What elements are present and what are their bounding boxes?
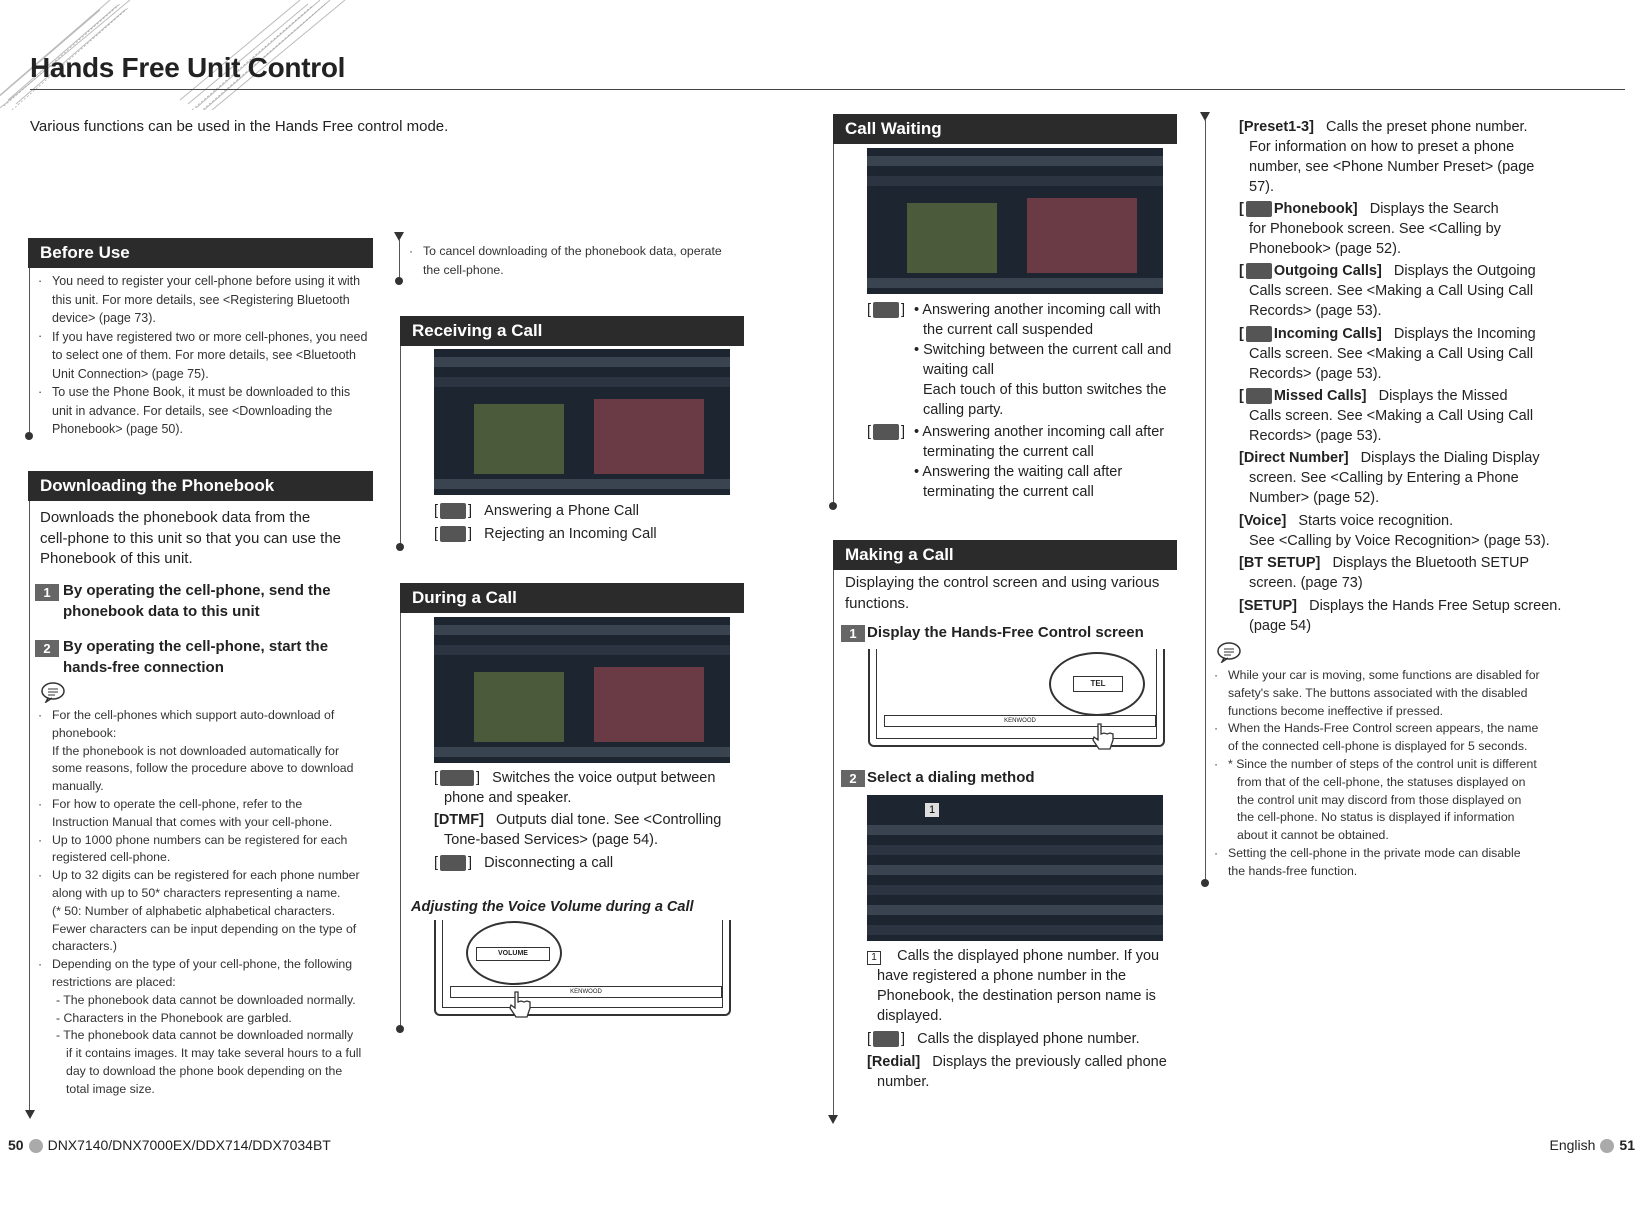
end-answer-row[interactable]: [ ] — [867, 424, 906, 440]
note-icon — [40, 681, 66, 703]
section-bar — [400, 613, 401, 1028]
reject-button-icon — [440, 526, 466, 542]
making-step-2: Select a dialing method — [867, 769, 1035, 786]
redial-row[interactable]: [Redial] Displays the previously called phone number. — [867, 1054, 1167, 1090]
hold-answer-row[interactable]: [ ] — [867, 302, 906, 318]
missed-calls-row[interactable]: [ Missed Calls] Displays the Missed Calls screen. See <Making a Call Using Call Records> (page 53). — [1239, 388, 1534, 444]
section-end-dot — [829, 502, 837, 510]
section-bar — [29, 501, 30, 1111]
section-bar — [1205, 120, 1206, 882]
call-button-row[interactable]: [ ] Calls the displayed phone number. — [867, 1031, 1140, 1047]
before-use-list: · You need to register your cell-phone before using it with this unit. For more details, see <Registering Bluetooth device> (page 73). · If you have registered two or more cell-phones, you need to select one of them. For more details, see <Bluetooth Unit Connection> (page 75). · To use the Phone Book, it must be downloaded to this unit in advance. For details, see <Downloading the Phonebook> (page 50). — [38, 274, 368, 436]
making-step-1: Display the Hands-Free Control screen — [867, 624, 1144, 641]
dialing-screenshot — [867, 795, 1163, 941]
continue-arrow — [25, 1110, 35, 1119]
cancel-note: · To cancel downloading of the phonebook data, operate the cell-phone. — [409, 244, 722, 277]
zoom-circle — [466, 921, 562, 985]
hand-pointer-icon — [1090, 722, 1116, 752]
incoming-calls-row[interactable]: [ Incoming Calls] Displays the Incoming Calls screen. See <Making a Call Using Call Records> (page 53). — [1239, 326, 1536, 382]
step-number: 2 — [841, 770, 865, 787]
incoming-calls-icon — [1246, 326, 1272, 342]
section-end-dot — [396, 1025, 404, 1033]
section-end-dot — [1201, 879, 1209, 887]
page-title: Hands Free Unit Control — [30, 52, 346, 83]
outgoing-calls-icon — [1246, 263, 1272, 279]
title-rule — [30, 89, 1625, 90]
making-desc: Displaying the control screen and using various functions. — [845, 574, 1160, 612]
call-waiting-heading: Call Waiting — [833, 114, 1177, 144]
call-waiting-screenshot — [867, 148, 1163, 294]
section-bar — [399, 240, 400, 280]
answer-button-icon — [440, 503, 466, 519]
hand-pointer-icon — [507, 990, 533, 1020]
section-bar — [400, 346, 401, 546]
preset-row[interactable]: [Preset1-3] Calls the preset phone number. For information on how to preset a phone number, see <Phone Number Preset> (page 57). — [1239, 119, 1535, 195]
download-step-1: By operating the cell-phone, send the phonebook data to this unit — [63, 582, 331, 620]
setup-row[interactable]: [SETUP] Displays the Hands Free Setup screen. (page 54) — [1239, 598, 1562, 634]
marker-1: 1 — [925, 803, 939, 817]
speaker-button-icon — [440, 770, 474, 786]
section-bar — [29, 268, 30, 436]
voice-row[interactable]: [Voice] Starts voice recognition. See <Calling by Voice Recognition> (page 53). — [1239, 513, 1550, 549]
note-icon — [1216, 641, 1242, 663]
adjust-volume-heading: Adjusting the Voice Volume during a Call — [411, 899, 694, 915]
footer-dot — [1600, 1139, 1614, 1153]
making-call-heading: Making a Call — [833, 540, 1177, 570]
volume-button[interactable]: VOLUME — [476, 947, 550, 961]
hold-answer-desc: • Answering another incoming call with the current call suspended • Switching between the current call and waiting call Each touch of this button switches the calling party. — [914, 302, 1172, 418]
footer-dot — [29, 1139, 43, 1153]
language-label: English — [1549, 1137, 1596, 1153]
hold-button-icon — [873, 302, 899, 318]
step-number: 2 — [35, 640, 59, 657]
bt-setup-row[interactable]: [BT SETUP] Displays the Bluetooth SETUP screen. (page 73) — [1239, 555, 1530, 591]
footer-right — [1550, 1137, 1636, 1153]
section-end-dot — [396, 543, 404, 551]
col4-notes: · While your car is moving, some functions are disabled for safety's sake. The buttons associated with the disabled functions become ineffective if pressed. · When the Hands-Free Control screen appears, the name of the connected cell-phone is displayed for 5 seconds. · * Since the number of steps of the control unit is different from that of the cell-phone, the statuses displayed on the control unit may discord from those displayed on the cell-phone. No status is displayed if information about it cannot be obtained. · Setting the cell-phone in the private mode can disable the hands-free function. — [1214, 668, 1540, 878]
download-step-2: By operating the cell-phone, start the hands-free connection — [63, 638, 329, 676]
before-use-heading: Before Use — [28, 238, 373, 268]
disconnect-row[interactable]: [ ] Disconnecting a call — [434, 855, 614, 871]
phonebook-icon — [1246, 201, 1272, 217]
direct-number-row[interactable]: [Direct Number] Displays the Dialing Display screen. See <Calling by Entering a Phone Number> (page 52). — [1239, 450, 1540, 506]
marker-1-box: 1 — [867, 951, 881, 965]
footer-left — [8, 1137, 331, 1153]
during-heading: During a Call — [400, 583, 744, 613]
step-number: 1 — [841, 625, 865, 642]
zoom-circle — [1049, 652, 1145, 716]
outgoing-calls-row[interactable]: [ Outgoing Calls] Displays the Outgoing Calls screen. See <Making a Call Using Call Records> (page 53). — [1239, 263, 1536, 319]
voice-output-row[interactable]: [ ] Switches the voice output between phone and speaker. — [434, 770, 716, 806]
page-number-right: 51 — [1619, 1137, 1635, 1153]
model-names: DNX7140/DNX7000EX/DDX714/DDX7034BT — [47, 1137, 331, 1153]
section-end-dot — [25, 432, 33, 440]
device-button-strip — [450, 986, 722, 998]
answer-call-row[interactable]: [ ] Answering a Phone Call — [434, 503, 639, 519]
section-bar — [833, 144, 834, 506]
hangup-button-icon — [440, 855, 466, 871]
tel-button[interactable]: TEL — [1073, 676, 1123, 692]
device-brand: KENWOOD — [570, 989, 602, 995]
end-answer-button-icon — [873, 424, 899, 440]
reject-call-row[interactable]: [ ] Rejecting an Incoming Call — [434, 526, 657, 542]
page-number-left: 50 — [8, 1137, 24, 1153]
receiving-screenshot — [434, 349, 730, 495]
downloading-heading: Downloading the Phonebook — [28, 471, 373, 501]
downloading-notes: · For the cell-phones which support auto-download of phonebook: If the phonebook is not downloaded automatically for some reasons, follow the procedure above to download manually. · For how to operate the cell-phone, refer to the Instruction Manual that comes with your cell-phone. · Up to 1000 phone numbers can be registered for each registered cell-phone. · Up to 32 digits can be registered for each phone number along with up to 50* characters representing a name. (* 50: Number of alphabetic alphabetical characters. Fewer characters can be input depending on the type of characters.) · Depending on the type of your cell-phone, the following restrictions are placed: - The phonebook data cannot be downloaded normally. - Characters in the Phonebook are garbled. - The phonebook data cannot be downloaded normally if it contains images. It may take several hours to a full day to download the phone book depending on the total image size. — [38, 708, 362, 1096]
end-answer-desc: • Answering another incoming call after terminating the current call • Answering the waiting call after terminating the current call — [914, 424, 1165, 500]
marker-1-desc: 1 Calls the displayed phone number. If you have registered a phone number in the Phonebook, the destination person name is displayed. — [867, 946, 1159, 1026]
section-bar — [833, 570, 834, 1115]
call-button-icon — [873, 1031, 899, 1047]
step-number: 1 — [35, 584, 59, 601]
device-brand: KENWOOD — [1004, 718, 1036, 724]
during-screenshot — [434, 617, 730, 763]
missed-calls-icon — [1246, 388, 1272, 404]
continue-arrow — [828, 1115, 838, 1124]
dtmf-row[interactable]: [DTMF] Outputs dial tone. See <Controlling Tone-based Services> (page 54). — [434, 812, 722, 848]
receiving-heading: Receiving a Call — [400, 316, 744, 346]
intro-text: Various functions can be used in the Hands Free control mode. — [30, 118, 449, 135]
downloading-desc: Downloads the phonebook data from the cell-phone to this unit so that you can use the Phonebook of this unit. — [40, 509, 342, 567]
phonebook-row[interactable]: [ Phonebook] Displays the Search for Phonebook screen. See <Calling by Phonebook> (page 52). — [1239, 201, 1501, 257]
section-end-dot — [395, 277, 403, 285]
